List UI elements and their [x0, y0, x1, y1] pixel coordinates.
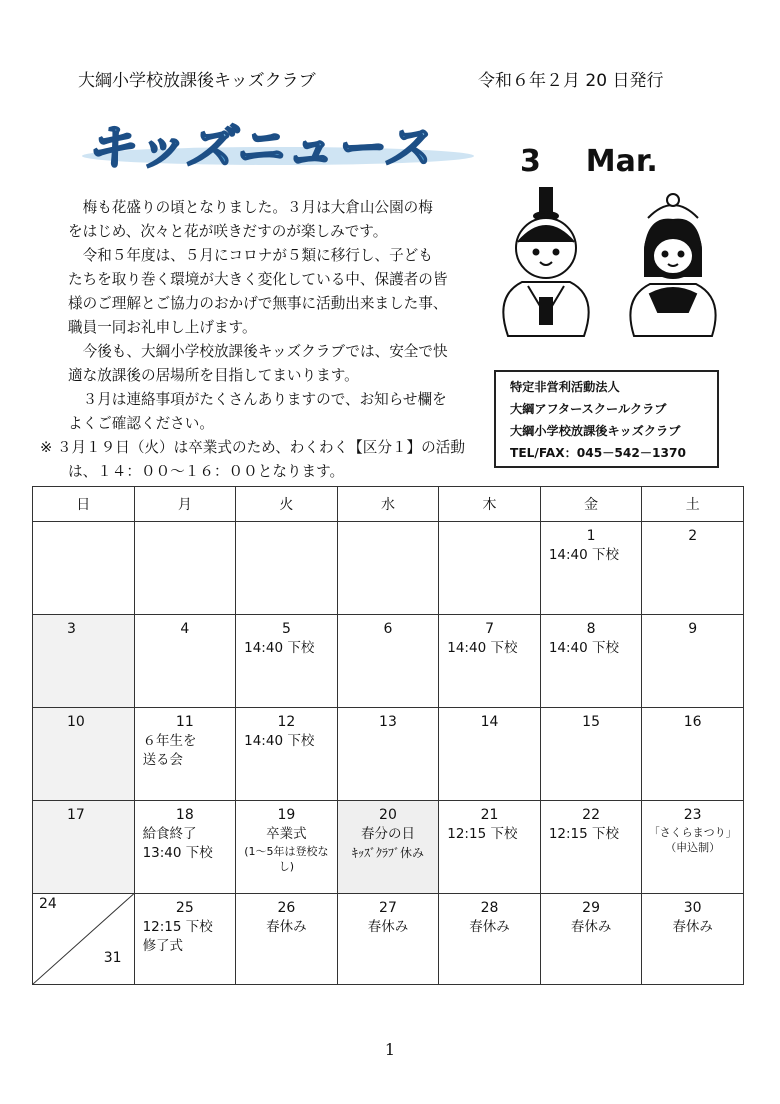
calendar-day — [439, 708, 541, 801]
calendar-day — [134, 522, 236, 615]
calendar-week — [33, 894, 744, 985]
day-number: 4 — [180, 621, 190, 637]
event-line: ６年生を — [142, 733, 197, 749]
event-note: （申込制） — [665, 841, 721, 854]
organization-box — [494, 370, 719, 468]
month-number: 3 — [520, 144, 541, 179]
intro-line: よくご確認ください。 — [68, 415, 214, 432]
calendar-day — [642, 801, 744, 894]
day-number: 9 — [688, 621, 698, 637]
calendar-day — [337, 708, 439, 801]
intro-line: 適な放課後の居場所を目指してまいります。 — [68, 367, 359, 384]
day-event: 14:40 下校 — [548, 547, 620, 563]
calendar-day — [134, 801, 236, 894]
calendar-day — [33, 801, 135, 894]
day-number: 17 — [67, 807, 85, 823]
weekday-header-row — [33, 487, 744, 522]
calendar-day — [236, 894, 338, 985]
issue-date: 令和６年２月 20 日発行 — [478, 71, 664, 91]
calendar-day-split — [33, 894, 135, 985]
intro-line: 職員一同お礼申し上げます。 — [68, 319, 257, 336]
calendar-day — [33, 615, 135, 708]
intro-line: 様のご理解とご協力のおかげで無事に活動出来ました事、 — [68, 295, 448, 312]
weekday-header: 土 — [642, 487, 744, 522]
day-event: 春休み — [469, 919, 510, 935]
day-event: 14:40 下校 — [244, 733, 315, 749]
calendar-day — [540, 894, 642, 985]
day-number: 28 — [480, 900, 499, 916]
day-number: 10 — [67, 714, 85, 730]
intro-line: 令和５年度は、５月にコロナが５類に移行し、子ども — [82, 247, 433, 264]
masthead-logo — [78, 114, 478, 184]
calendar-day — [236, 615, 338, 708]
calendar-day — [540, 708, 642, 801]
calendar-day — [33, 522, 135, 615]
intro-text — [40, 196, 486, 484]
event-line: 給食終了 — [142, 826, 197, 842]
notice-line: ※ ３月１９日（火）は卒業式のため、わくわく【区分１】の活動は、１４：００〜１６：００となります。 — [40, 439, 465, 480]
calendar-day — [134, 894, 236, 985]
page-number: 1 — [384, 1040, 396, 1059]
weekday-header: 金 — [540, 487, 642, 522]
calendar-week — [33, 615, 744, 708]
day-number: 23 — [683, 807, 702, 823]
day-number: 25 — [175, 900, 194, 916]
hina-dolls-illustration — [488, 186, 738, 362]
day-number: 2 — [688, 528, 698, 544]
weekday-header: 水 — [337, 487, 439, 522]
day-event — [143, 918, 232, 956]
day-event — [340, 825, 437, 863]
day-event — [143, 825, 232, 863]
calendar-day — [642, 894, 744, 985]
day-number: 21 — [480, 807, 499, 823]
org-line: 大綱小学校放課後キッズクラブ — [510, 424, 681, 438]
march-calendar — [32, 486, 744, 985]
calendar-day — [540, 615, 642, 708]
weekday-header: 火 — [236, 487, 338, 522]
calendar-day — [642, 708, 744, 801]
month-label — [520, 144, 658, 179]
event-line: 春分の日 — [360, 826, 415, 842]
event-note: 「さくらまつり」 — [648, 826, 737, 839]
day-event — [238, 825, 335, 874]
org-line: 特定非営利活動法人 — [510, 380, 620, 394]
day-number: 31 — [103, 950, 122, 966]
day-event: 14:40 下校 — [548, 640, 620, 656]
calendar-day — [540, 801, 642, 894]
day-event: 春休み — [266, 919, 307, 935]
svg-text:キッズニュース: キッズニュース — [86, 120, 433, 176]
event-line: 修了式 — [142, 938, 184, 954]
calendar-day — [134, 615, 236, 708]
calendar-day — [439, 522, 541, 615]
day-event: 12:15 下校 — [548, 826, 620, 842]
intro-line: 梅も花盛りの頃となりました。３月は大倉山公園の梅 — [82, 199, 433, 216]
calendar-day — [33, 708, 135, 801]
calendar-day — [439, 801, 541, 894]
org-contact: TEL/FAX：045－542－1370 — [510, 446, 686, 460]
day-number: 19 — [277, 807, 296, 823]
day-number: 8 — [586, 621, 596, 637]
event-note: (1〜5年は登校なし) — [244, 845, 329, 873]
day-event: 12:15 下校 — [447, 826, 518, 842]
day-number: 26 — [277, 900, 296, 916]
event-line: 卒業式 — [266, 826, 307, 842]
day-number: 22 — [582, 807, 600, 823]
event-line: ｷｯｽﾞｸﾗﾌﾞ休み — [351, 846, 424, 860]
club-name: 大綱小学校放課後キッズクラブ — [78, 71, 316, 91]
day-event: 春休み — [367, 919, 409, 935]
day-event: 春休み — [570, 919, 612, 935]
intro-line: ３月は連絡事項がたくさんありますので、お知らせ欄を — [82, 391, 447, 408]
calendar-day — [337, 894, 439, 985]
day-event — [644, 825, 741, 855]
day-number: 18 — [175, 807, 194, 823]
day-number: 11 — [175, 714, 194, 730]
day-number: 29 — [582, 900, 600, 916]
day-number: 5 — [281, 621, 291, 637]
calendar-day — [134, 708, 236, 801]
intro-line: をはじめ、次々と花が咲きだすのが楽しみです。 — [68, 223, 388, 240]
calendar-day — [337, 801, 439, 894]
day-number: 27 — [379, 900, 397, 916]
day-number: 15 — [582, 714, 600, 730]
day-event: 春休み — [672, 919, 713, 935]
org-line: 大綱アフタースクールクラブ — [510, 402, 667, 416]
calendar-day — [642, 615, 744, 708]
calendar-day — [337, 615, 439, 708]
event-line: 送る会 — [142, 752, 184, 768]
day-number: 13 — [379, 714, 397, 730]
day-event: 14:40 下校 — [447, 640, 518, 656]
day-number: 14 — [480, 714, 499, 730]
day-number: 1 — [586, 528, 596, 544]
event-line: 13:40 下校 — [142, 845, 213, 861]
weekday-header: 木 — [439, 487, 541, 522]
weekday-header: 日 — [33, 487, 135, 522]
intro-line: 今後も、大綱小学校放課後キッズクラブでは、安全で快 — [82, 343, 448, 360]
calendar-day — [236, 522, 338, 615]
day-number: 7 — [485, 621, 494, 637]
day-number: 6 — [383, 621, 393, 637]
day-number: 24 — [39, 896, 57, 912]
weekday-header: 月 — [134, 487, 236, 522]
calendar-day — [439, 894, 541, 985]
calendar-week — [33, 708, 744, 801]
day-number: 16 — [683, 714, 702, 730]
day-event: 14:40 下校 — [244, 640, 315, 656]
calendar-day — [540, 522, 642, 615]
day-number: 30 — [683, 900, 702, 916]
day-number: 12 — [277, 714, 296, 730]
day-number: 3 — [67, 621, 76, 637]
calendar-day — [439, 615, 541, 708]
calendar-week — [33, 522, 744, 615]
intro-line: たちを取り巻く環境が大きく変化している中、保護者の皆 — [68, 271, 448, 288]
calendar-day — [337, 522, 439, 615]
event-line: 12:15 下校 — [142, 919, 213, 935]
calendar-day — [236, 708, 338, 801]
month-english: Mar. — [585, 144, 658, 179]
calendar-week — [33, 801, 744, 894]
calendar-day — [642, 522, 744, 615]
day-event — [143, 732, 232, 770]
day-number: 20 — [379, 807, 397, 823]
calendar-day — [236, 801, 338, 894]
